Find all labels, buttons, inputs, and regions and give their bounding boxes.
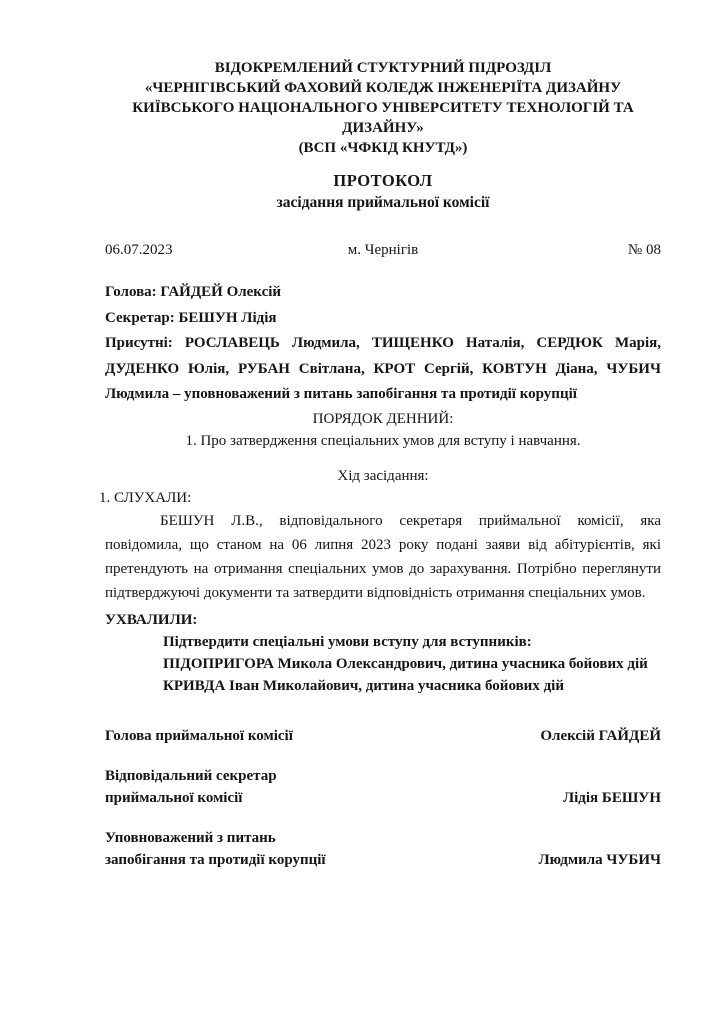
signature-name: Людмила ЧУБИЧ <box>538 851 661 868</box>
meta-date: 06.07.2023 <box>105 242 173 258</box>
signature-role-line: Голова приймальної комісії <box>105 727 293 744</box>
secretary-line: Секретар: БЕШУН Лідія <box>105 309 277 326</box>
protocol-subtitle: засідання приймальної комісії <box>276 194 490 211</box>
present-line: Присутні: РОСЛАВЕЦЬ Людмила, ТИЩЕНКО Наталія, СЕРДЮК Марія, ДУДЕНКО Юлія, РУБАН Світлана, КРОТ Сергій, КОВТУН Діана, ЧУБИЧ Людмила – уповноважений з питань запобігання та протидії корупції <box>105 335 661 402</box>
signature-role-line: запобігання та протидії корупції <box>105 851 326 868</box>
participants-block <box>105 280 661 408</box>
signature-row-secretary <box>105 765 661 809</box>
org-name-line-2: «ЧЕРНІГІВСЬКИЙ ФАХОВИЙ КОЛЕДЖ ІНЖЕНЕРІЇТА ДИЗАЙНУ <box>144 80 622 96</box>
meta-city: м. Чернігів <box>347 242 419 258</box>
resolved-line-intro: Підтвердити спеціальні умови вступу для вступників: <box>163 633 532 650</box>
org-abbreviation-line: (ВСП «ЧФКІД КНУТД») <box>298 140 468 156</box>
chair-line: Голова: ГАЙДЕЙ Олексій <box>105 284 282 300</box>
agenda-item: 1. Про затвердження спеціальних умов для вступу і навчання. <box>185 433 581 449</box>
signature-name: Олексій ГАЙДЕЙ <box>540 727 661 744</box>
proceedings-heading: Хід засідання: <box>337 467 429 484</box>
org-name-line-1: ВІДОКРЕМЛЕНИЙ СТУКТУРНИЙ ПІДРОЗДІЛ <box>214 60 552 76</box>
org-name-line-3: КИЇВСЬКОГО НАЦІОНАЛЬНОГО УНІВЕРСИТЕТУ ТЕХНОЛОГІЙ ТА <box>132 100 634 116</box>
meta-row <box>105 240 661 260</box>
resolved-line-entrant-1: ПІДОПРИГОРА Микола Олександрович, дитина учасника бойових дій <box>163 655 648 672</box>
heard-body: БЕШУН Л.В., відповідального секретаря приймальної комісії, яка повідомила, що станом на 06 липня 2023 року подані заяви від абітурієнтів, які претендують на отримання спеціальних умов до зарахування. Потрібно переглянути підтверджуючі документи та затвердити відповідність отримання спеціальних умов. <box>105 512 661 601</box>
meta-number: № 08 <box>627 242 661 258</box>
resolved-heading: УХВАЛИЛИ: <box>105 611 198 628</box>
signatures-block <box>105 725 661 871</box>
protocol-title: ПРОТОКОЛ <box>333 171 433 190</box>
signature-row-anticorruption-officer <box>105 827 661 871</box>
signature-name: Лідія БЕШУН <box>562 789 661 806</box>
signature-role-line: Відповідальний секретар <box>105 767 277 784</box>
signature-role-line: приймальної комісії <box>105 789 243 806</box>
signature-row-chair <box>105 725 661 747</box>
agenda-heading: ПОРЯДОК ДЕННИЙ: <box>312 410 454 427</box>
heard-heading: 1. СЛУХАЛИ: <box>99 489 192 506</box>
signature-role-line: Уповноважений з питань <box>105 829 276 846</box>
resolved-line-entrant-2: КРИВДА Іван Миколайович, дитина учасника бойових дій <box>163 677 564 694</box>
signature-role <box>105 765 277 809</box>
signature-role <box>105 725 293 747</box>
organization-header <box>105 58 661 158</box>
org-name-line-4: ДИЗАЙНУ» <box>342 120 424 136</box>
signature-role <box>105 827 326 871</box>
